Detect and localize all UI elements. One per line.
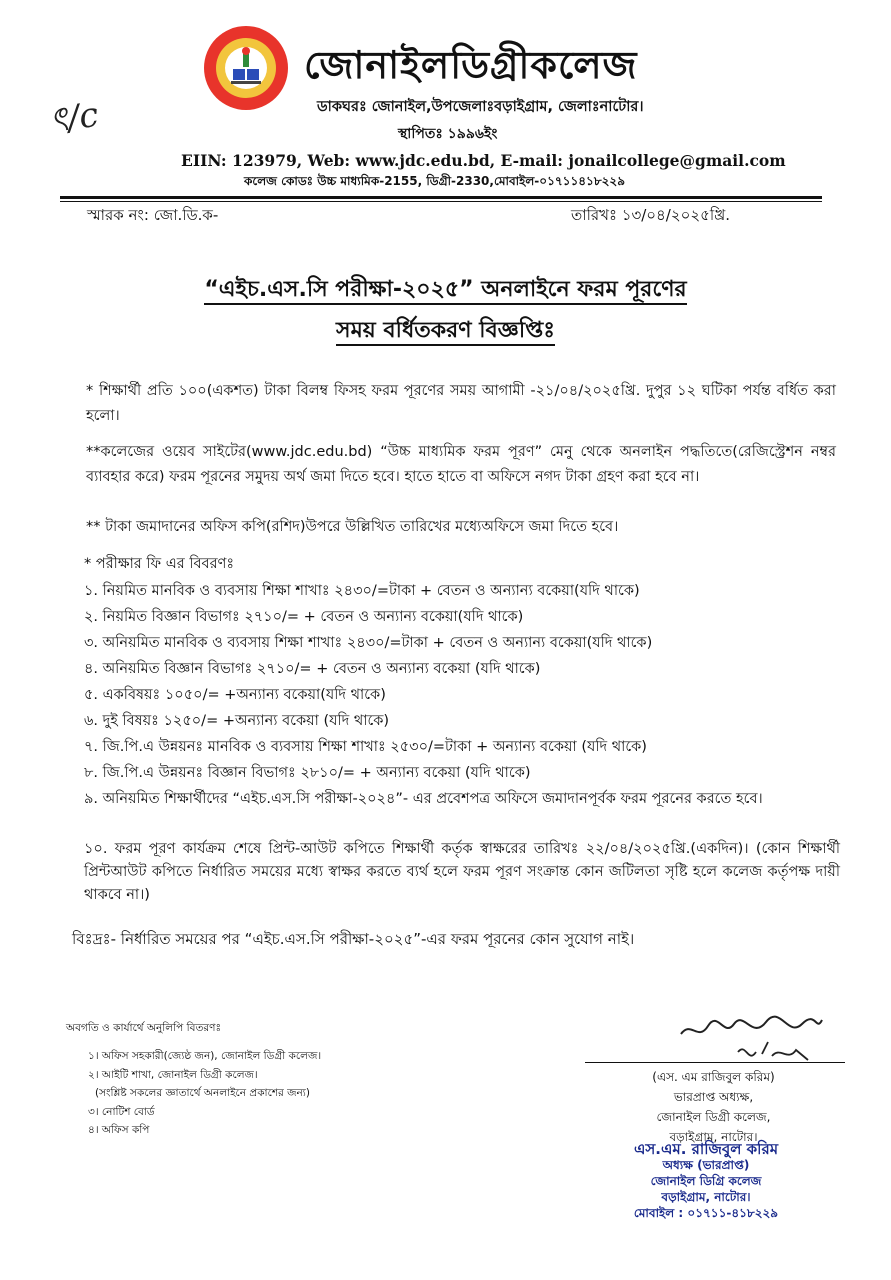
- stamp-line3: বড়াইগ্রাম, নাটোর।: [661, 1190, 751, 1204]
- stamp-name: এস.এম. রাজিবুল করিম: [633, 1140, 779, 1158]
- college-address: ডাকঘরঃ জোনাইল,উপজেলাঃবড়াইগ্রাম, জেলাঃনাটোর।: [317, 99, 644, 115]
- fee-item: ৭. জি.পি.এ উন্নয়নঃ মানবিক ও ব্যবসায় শিক্ষা শাখাঃ ২৫৩০/=টাকা + অন্যান্য বকেয়া (যদি থাকে): [84, 739, 647, 755]
- paragraph-extension: * শিক্ষার্থী প্রতি ১০০(একশত) টাকা বিলম্ব ফিসহ ফরম পূরণের সময় আগামী -২১/০৪/২০২৫খ্রি. দুপুর ১২ ঘটিকা পর্যন্ত বর্ধিত করা হলো।: [86, 383, 836, 424]
- cc-item: (সংশ্লিষ্ট সকলের জ্ঞাতার্থে অনলাইনে প্রকাশের জন্য): [95, 1087, 310, 1099]
- header-divider: [60, 196, 822, 199]
- principal-stamp: [606, 1141, 806, 1221]
- notice-title: [0, 272, 891, 309]
- cc-item: ৪। অফিস কপি: [88, 1124, 150, 1136]
- fee-item: ৬. দুই বিষয়ঃ ১২৫০/= +অন্যান্য বকেয়া (যদি থাকে): [84, 713, 390, 729]
- stamp-line1: অধ্যক্ষ (ভারপ্রাপ্ত): [662, 1158, 750, 1172]
- fee-item: ১. নিয়মিত মানবিক ও ব্যবসায় শিক্ষা শাখাঃ ২৪৩০/=টাকা + বেতন ও অন্যান্য বকেয়া(যদি থাকে): [84, 583, 640, 599]
- college-seal-icon: [203, 25, 289, 111]
- notice-subtitle: [0, 313, 891, 350]
- cc-item: ১। অফিস সহকারী(জ্যেষ্ঠ জন), জোনাইল ডিগ্রী কলেজ।: [88, 1050, 322, 1062]
- paragraph-receipt: ** টাকা জমাদানের অফিস কপি(রশিদ)উপরে উল্লিখিত তারিখের মধ্যেঅফিসে জমা দিতে হবে।: [86, 519, 619, 535]
- signature-line: [585, 1062, 845, 1063]
- fee-item: ১০. ফরম পূরণ কার্যক্রম শেষে প্রিন্ট-আউট কপিতে শিক্ষার্থী কর্তৃক স্বাক্ষরের তারিখঃ ২২/০৪/২০২৫খ্রি.(একদিন)। (কোন শিক্ষার্থী প্রিন্টআউট কপিতে নির্ধারিত সময়ের মধ্যে স্বাক্ষর করতে ব্যর্থ হলে ফরম পূরণ সংক্রান্ত কোন জটিলতা সৃষ্টি হলে কলেজ কর্তৃপক্ষ দায়ী থাকবে না।): [84, 841, 840, 903]
- college-codes: কলেজ কোডঃ উচ্চ মাধ্যমিক-2155, ডিগ্রী-2330,মোবাইল-০১৭১১৪১৮২২৯: [244, 174, 626, 188]
- memo-number: স্মারক নং: জো.ডি.ক-: [87, 206, 219, 224]
- fee-heading: * পরীক্ষার ফি এর বিবরণঃ: [84, 556, 235, 572]
- cc-title: অবগতি ও কার্যার্থে অনুলিপি বিতরণঃ: [66, 1022, 222, 1034]
- notice-date: তারিখঃ ১৩/০৪/২০২৫খ্রি.: [571, 206, 731, 224]
- stamp-line4: মোবাইল : ০১৭১১-৪১৮২২৯: [633, 1206, 779, 1220]
- fee-item: ২. নিয়মিত বিজ্ঞান বিভাগঃ ২৭১০/= + বেতন ও অন্যান্য বকেয়া(যদি থাকে): [84, 609, 524, 625]
- contact-info: EIIN: 123979, Web: www.jdc.edu.bd, E-mail: jonailcollege@gmail.com: [181, 151, 786, 170]
- signatory-name: (এস. এম রাজিবুল করিম): [652, 1070, 775, 1084]
- paragraph-online-payment: **কলেজের ওয়েব সাইটের(www.jdc.edu.bd) “উচ্চ মাধ্যমিক ফরম পূরণ” মেনু থেকে অনলাইন পদ্ধতিতে(রেজিস্ট্রেশন নম্বর ব্যাবহার করে) ফরম পূরনের সমুদয় অর্থ জমা দিতে হবে। হাতে হাতে বা অফিসে নগদ টাকা গ্রহণ করা হবে না।: [86, 444, 836, 485]
- stamp-line2: জোনাইল ডিগ্রি কলেজ: [650, 1174, 762, 1188]
- header-divider-thin: [60, 201, 822, 202]
- signatory-college: জোনাইল ডিগ্রী কলেজ,: [656, 1110, 771, 1124]
- fee-item: ৫. একবিষয়ঃ ১০৫০/= +অন্যান্য বকেয়া(যদি থাকে): [84, 687, 386, 703]
- fee-item: ৮. জি.পি.এ উন্নয়নঃ বিজ্ঞান বিভাগঃ ২৮১০/= + অন্যান্য বকেয়া (যদি থাকে): [84, 765, 531, 781]
- signatory-designation: ভারপ্রাপ্ত অধ্যক্ষ,: [673, 1090, 754, 1104]
- signatory-location: বড়াইগ্রাম, নাটোর।: [669, 1130, 758, 1144]
- cc-item: ৩। নোটিশ বোর্ড: [88, 1106, 155, 1118]
- handwritten-mark: ৎ/c: [47, 94, 101, 142]
- nota-bene: বিঃদ্রঃ- নির্ধারিত সময়ের পর “এইচ.এস.সি পরীক্ষা-২০২৫”-এর ফরম পূরনের কোন সুযোগ নাই।: [72, 930, 635, 948]
- handwritten-signature-icon: [676, 1012, 826, 1072]
- notice-title-line2: সময় বর্ধিতকরণ বিজ্ঞপ্তিঃ: [336, 318, 555, 346]
- college-name: জোনাইলডিগ্রীকলেজ: [304, 43, 638, 87]
- notice-title-line1: “এইচ.এস.সি পরীক্ষা-২০২৫” অনলাইনে ফরম পূরণের: [204, 277, 686, 305]
- cc-item: ২। আইটি শাখা, জোনাইল ডিগ্রী কলেজ।: [88, 1069, 258, 1081]
- established-year: স্থাপিতঃ ১৯৯৬ইং: [398, 126, 498, 142]
- fee-item: ৪. অনিয়মিত বিজ্ঞান বিভাগঃ ২৭১০/= + বেতন ও অন্যান্য বকেয়া (যদি থাকে): [84, 661, 541, 677]
- fee-item: ৩. অনিয়মিত মানবিক ও ব্যবসায় শিক্ষা শাখাঃ ২৪৩০/=টাকা + বেতন ও অন্যান্য বকেয়া(যদি থাকে): [84, 635, 653, 651]
- fee-item: ৯. অনিয়মিত শিক্ষার্থীদের “এইচ.এস.সি পরীক্ষা-২০২৪”- এর প্রবেশপত্র অফিসে জমাদানপূর্বক ফরম পূরনের করতে হবে।: [84, 791, 763, 807]
- signatory-block: [631, 1067, 796, 1147]
